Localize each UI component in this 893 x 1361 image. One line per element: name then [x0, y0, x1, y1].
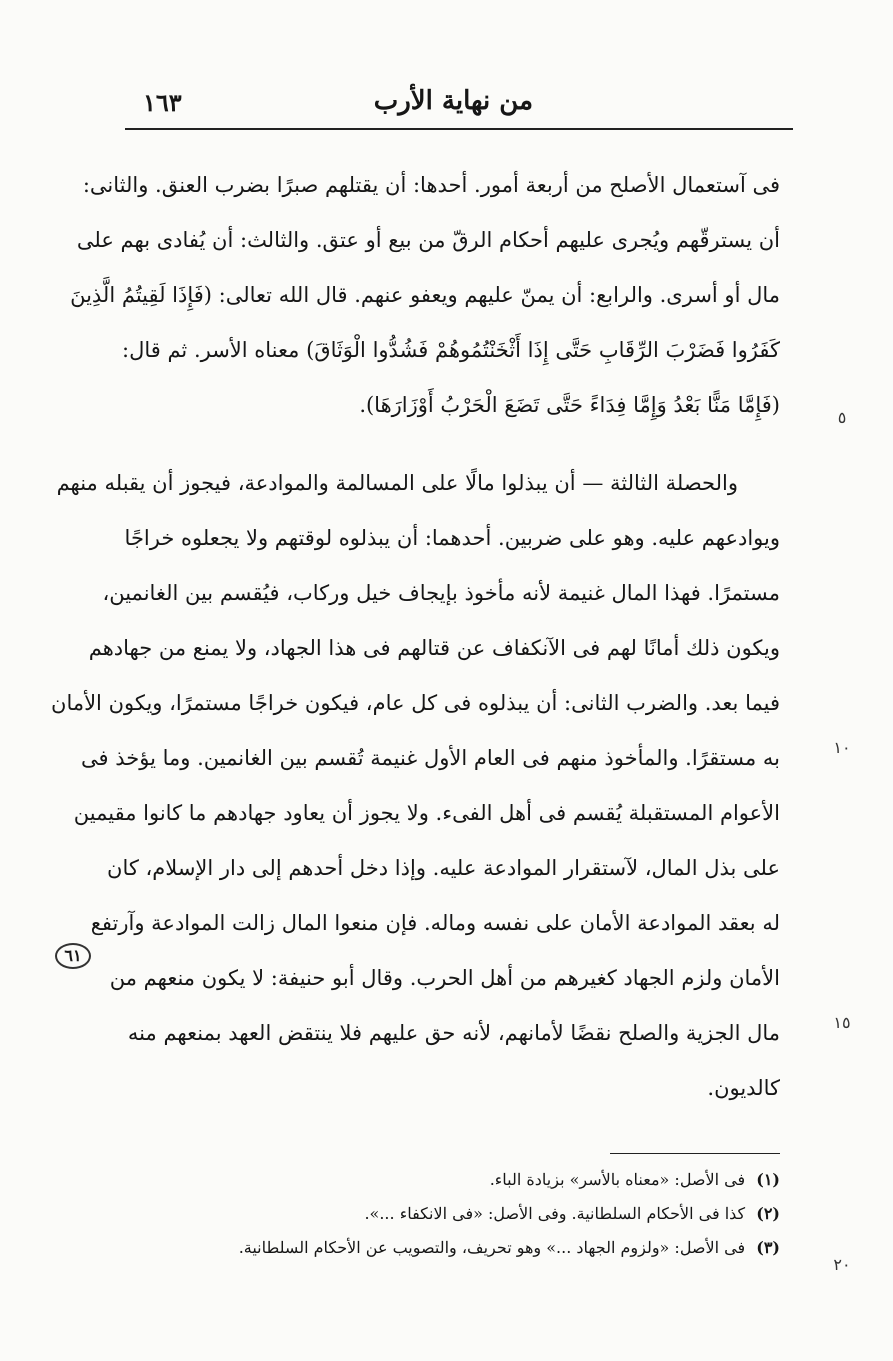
text-line: والحصلة الثالثة — أن يبذلوا مالًا على المسالمة والموادعة، فيجوز أن يقبله منهم	[56, 471, 738, 495]
footnote	[160, 1163, 780, 1197]
footnote-text: كذا فى الأحكام السلطانية. وفى الأصل: «فى الانكفاء ...».	[364, 1204, 746, 1223]
page-header	[125, 82, 793, 126]
text-line: مال أو أسرى. والرابع: أن يمنّ عليهم ويعفو عنهم. قال الله تعالى: (فَإِذَا لَقِيتُمُ الَّذِينَ	[70, 283, 780, 307]
footnote-rule	[610, 1153, 780, 1154]
line-number: ١٥	[833, 1013, 851, 1032]
line-number: ٢٠	[833, 1255, 851, 1274]
text-line: فى آستعمال الأصلح من أربعة أمور. أحدها: أن يقتلهم صبرًا بضرب العنق. والثانى:	[82, 173, 780, 197]
text-line: أن يسترقّهم ويُجرى عليهم أحكام الرقّ من بيع أو عتق. والثالث: أن يُفادى بهم على	[76, 228, 780, 252]
paragraph-gap	[130, 433, 780, 456]
text-line: كالديون.	[707, 1076, 780, 1100]
line-number: ١٠	[833, 738, 851, 757]
text-line: فيما بعد. والضرب الثانى: أن يبذلوه فى كل عام، فيكون خراجًا مستمرًا، ويكون الأمان	[51, 691, 780, 715]
line-number: ٥	[837, 408, 847, 427]
running-title: من نهاية الأرب	[373, 86, 533, 116]
footnote	[160, 1231, 780, 1265]
header-rule	[125, 128, 793, 130]
footnote	[160, 1197, 780, 1231]
text-line: على بذل المال، لآستقرار الموادعة عليه. وإذا دخل أحدهم إلى دار الإسلام، كان	[107, 856, 780, 880]
text-line: (فَإِمَّا مَنًّا بَعْدُ وَإِمَّا فِدَاءً حَتَّى تَضَعَ الْحَرْبُ أَوْزَارَهَا).	[359, 393, 780, 417]
text-line: ويوادعهم عليه. وهو على ضربين. أحدهما: أن يبذلوه لوقتهم ولا يجعلوه خراجًا	[124, 526, 780, 550]
text-line: ويكون ذلك أمانًا لهم فى الآنكفاف عن قتالهم فى هذا الجهاد، ولا يمنع من جهادهم	[88, 636, 780, 660]
text-line: الأعوام المستقبلة يُقسم فى أهل الفىء. ولا يجوز أن يعاود جهادهم ما كانوا مقيمين	[73, 801, 780, 825]
footnotes	[160, 1163, 780, 1265]
footnote-mark: (١)	[756, 1170, 780, 1189]
footnote-text: فى الأصل: «ولزوم الجهاد ...» وهو تحريف، والتصويب عن الأحكام السلطانية.	[238, 1238, 746, 1257]
text-line: مال الجزية والصلح نقضًا لأمانهم، لأنه حق عليهم فلا ينتقض العهد بمنعهم منه	[127, 1021, 780, 1045]
footnote-mark: (٢)	[756, 1204, 780, 1223]
page-number: ١٦٣	[143, 88, 182, 117]
text-line: مستمرًا. فهذا المال غنيمة لأنه مأخوذ بإيجاف خيل وركاب، فيُقسم بين الغانمين،	[102, 581, 780, 605]
text-line: به مستقرًا. والمأخوذ منهم فى العام الأول غنيمة تُقسم بين الغانمين. وما يؤخذ فى	[81, 746, 780, 770]
text-line: الأمان ولزم الجهاد كغيرهم من أهل الحرب. وقال أبو حنيفة: لا يكون منعهم من	[109, 966, 780, 990]
text-line: كَفَرُوا فَضَرْبَ الرِّقَابِ حَتَّى إِذَا أَثْخَنْتُمُوهُمْ فَشُدُّوا الْوَثَاقَ) معناه الأسر. ثم قال:	[122, 338, 780, 362]
footnote-text: فى الأصل: «معناه بالأسر» بزيادة الباء.	[489, 1170, 746, 1189]
text-line: له بعقد الموادعة الأمان على نفسه وماله. فإن منعوا المال زالت الموادعة وآرتفع	[90, 911, 780, 935]
manuscript-folio-badge: ٦١	[55, 943, 91, 969]
footnote-mark: (٣)	[756, 1238, 780, 1257]
